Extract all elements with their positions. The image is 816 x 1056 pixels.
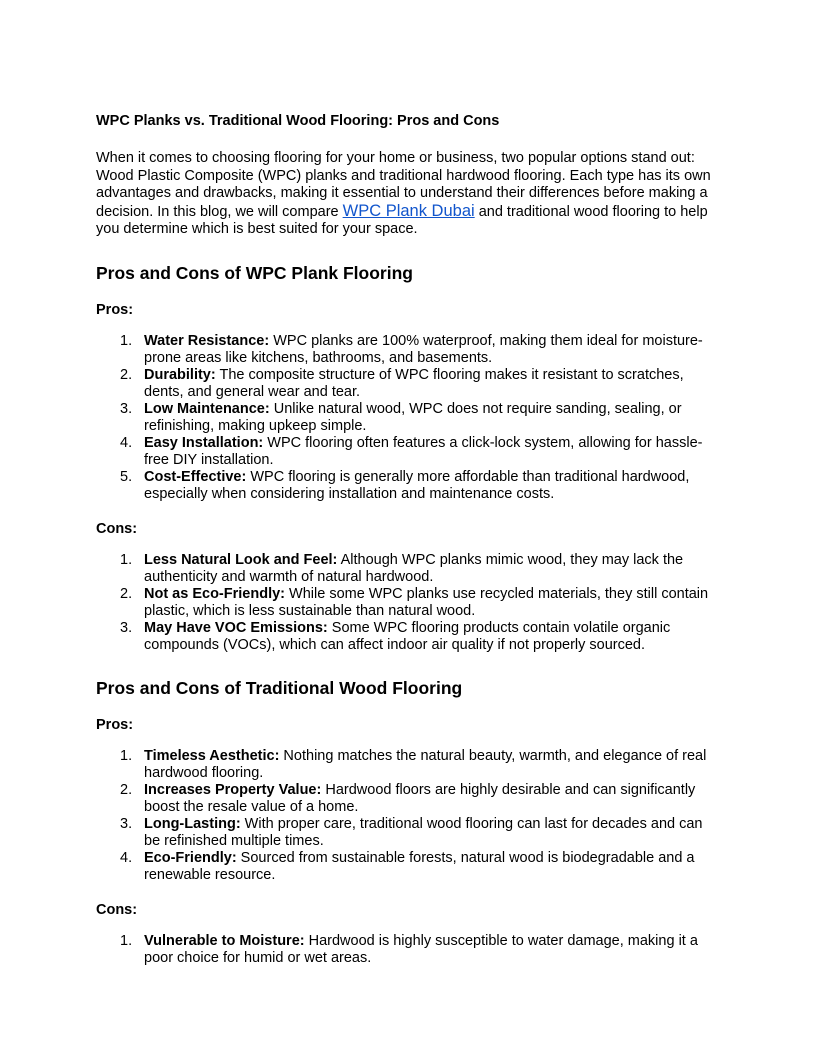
pros-list-wood: [96, 748, 720, 884]
list-term: Low Maintenance:: [144, 400, 270, 417]
list-item: [96, 748, 720, 782]
document-title: WPC Planks vs. Traditional Wood Flooring: Pros and Cons: [96, 113, 500, 129]
list-number: 2.: [120, 585, 133, 602]
wpc-plank-dubai-link[interactable]: WPC Plank Dubai: [342, 201, 475, 220]
list-item: [96, 367, 720, 401]
list-term: Timeless Aesthetic:: [144, 747, 280, 764]
list-term: Less Natural Look and Feel:: [144, 551, 338, 568]
list-term: Long-Lasting:: [144, 815, 241, 832]
pros-label-wood: Pros:: [96, 716, 134, 733]
intro-text-before-link: When it comes to choosing flooring for your home or business, two popular options stand out: Wood Plastic Composite (WPC) planks and traditional hardwood flooring. Each type has its own advantages and drawbacks, making it essential to understand their differences before making a decision. In this blog, we will compare: [96, 150, 711, 220]
list-term: Increases Property Value:: [144, 781, 322, 798]
pros-list-wpc: [96, 333, 720, 503]
list-term: Vulnerable to Moisture:: [144, 932, 305, 949]
pros-label-wpc: Pros:: [96, 301, 134, 318]
cons-list-wood: [96, 933, 720, 967]
list-text: Sourced from sustainable forests, natural wood is biodegradable and a renewable resource.: [144, 849, 695, 883]
list-text: While some WPC planks use recycled materials, they still contain plastic, which is less sustainable than natural wood.: [144, 585, 709, 619]
list-number: 3.: [120, 619, 133, 636]
cons-list-wpc: [96, 552, 720, 654]
list-number: 3.: [120, 400, 133, 417]
list-item: [96, 586, 720, 620]
list-term: Durability:: [144, 366, 216, 383]
list-number: 4.: [120, 849, 133, 866]
list-text: Unlike natural wood, WPC does not require sanding, sealing, or refinishing, making upkeep simple.: [144, 400, 682, 434]
cons-label-wpc: Cons:: [96, 520, 138, 537]
list-term: Water Resistance:: [144, 332, 270, 349]
list-term: Eco-Friendly:: [144, 849, 237, 866]
list-text: WPC flooring is generally more affordable than traditional hardwood, especially when considering installation and maintenance costs.: [144, 468, 690, 502]
intro-paragraph: [96, 150, 720, 239]
list-term: Cost-Effective:: [144, 468, 247, 485]
list-number: 1.: [120, 747, 133, 764]
list-term: May Have VOC Emissions:: [144, 619, 328, 636]
list-item: [96, 401, 720, 435]
list-text: Hardwood is highly susceptible to water damage, making it a poor choice for humid or wet areas.: [144, 932, 698, 966]
section-heading-wood: Pros and Cons of Traditional Wood Flooring: [96, 677, 463, 698]
list-number: 2.: [120, 781, 133, 798]
list-number: 1.: [120, 932, 133, 949]
intro-text-after-link: and traditional wood flooring to help you determine which is best suited for your space.: [96, 203, 708, 237]
list-item: [96, 469, 720, 503]
list-text: Some WPC flooring products contain volatile organic compounds (VOCs), which can affect indoor air quality if not properly sourced.: [144, 619, 671, 653]
list-number: 4.: [120, 434, 133, 451]
list-text: Hardwood floors are highly desirable and can significantly boost the resale value of a home.: [144, 781, 696, 815]
list-item: [96, 552, 720, 586]
list-number: 1.: [120, 551, 133, 568]
list-number: 5.: [120, 468, 133, 485]
list-item: [96, 620, 720, 654]
list-text: WPC planks are 100% waterproof, making them ideal for moisture-prone areas like kitchens, bathrooms, and basements.: [144, 332, 703, 366]
list-text: Nothing matches the natural beauty, warmth, and elegance of real hardwood flooring.: [144, 747, 707, 781]
list-term: Easy Installation:: [144, 434, 264, 451]
list-item: [96, 816, 720, 850]
list-item: [96, 333, 720, 367]
list-item: [96, 850, 720, 884]
list-item: [96, 782, 720, 816]
list-item: [96, 933, 720, 967]
list-number: 1.: [120, 332, 133, 349]
list-item: [96, 435, 720, 469]
list-term: Not as Eco-Friendly:: [144, 585, 285, 602]
list-text: The composite structure of WPC flooring makes it resistant to scratches, dents, and general wear and tear.: [144, 366, 684, 400]
list-number: 3.: [120, 815, 133, 832]
section-heading-wpc: Pros and Cons of WPC Plank Flooring: [96, 262, 413, 283]
list-text: Although WPC planks mimic wood, they may lack the authenticity and warmth of natural hardwood.: [144, 551, 684, 585]
document-body: [96, 112, 720, 967]
list-number: 2.: [120, 366, 133, 383]
list-text: WPC flooring often features a click-lock system, allowing for hassle-free DIY installation.: [144, 434, 703, 468]
list-text: With proper care, traditional wood flooring can last for decades and can be refinished multiple times.: [144, 815, 703, 849]
cons-label-wood: Cons:: [96, 901, 138, 918]
